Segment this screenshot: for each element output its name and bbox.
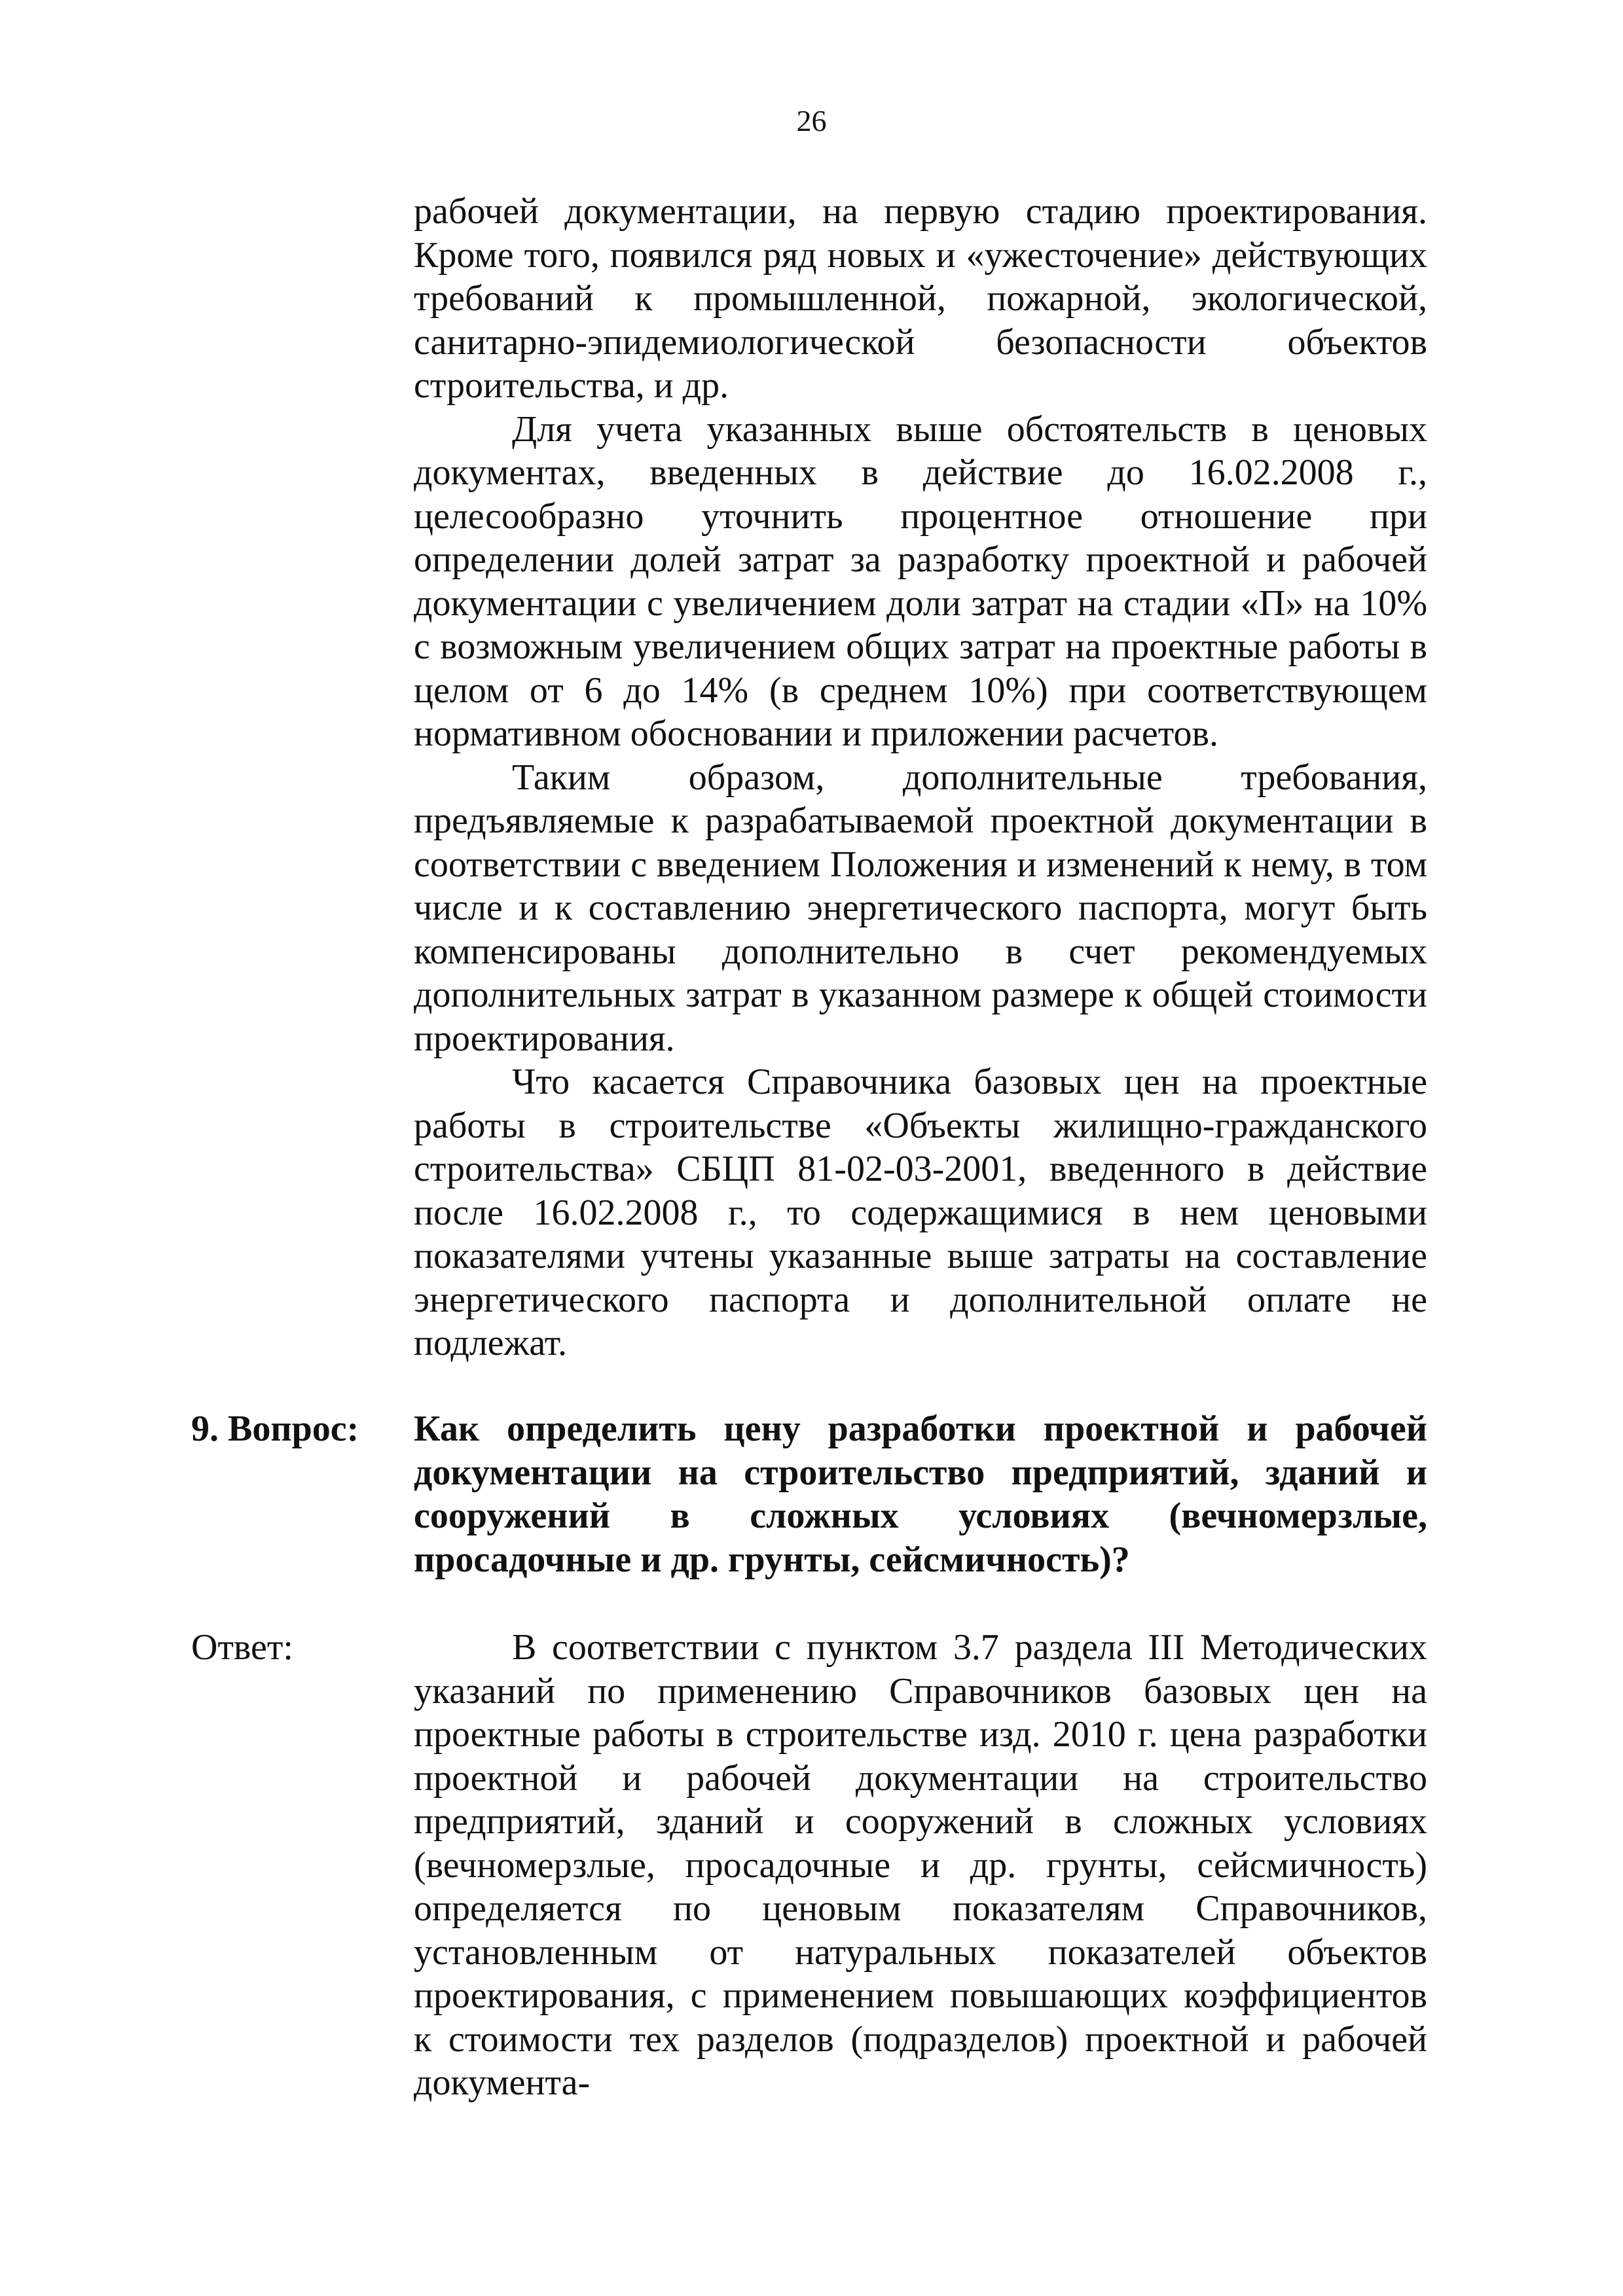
question-label: 9. Вопрос: bbox=[191, 1408, 359, 1449]
paragraph: Для учета указанных выше обстоятельств в ценовых документах, введенных в действие до 16.02.2008 г., целесообразно уточнить процентное отношение при определении долей затрат за разработку проектной и рабочей документации с увеличением доли затрат на стадии «П» на 10% с возможным увеличением общих затрат на проектные работы в целом от 6 до 14% (в среднем 10%) при соответствующем нормативном обосновании и приложении расчетов. bbox=[414, 408, 1427, 754]
answer-text: В соответствии с пунктом 3.7 раздела III Методических указаний по применению Справочников базовых цен на проектные работы в строительстве изд. 2010 г. цена разработки проектной и рабочей документации на строительство предприятий, зданий и сооружений в сложных условиях (вечномерзлые, просадочные и др. грунты, сейсмичность) определяется по ценовым показателям Справочников, установленным от натуральных показателей объектов проектирования, с применением повышающих коэффициентов к стоимости тех разделов (подразделов) проектной и рабочей документа- bbox=[414, 1627, 1427, 2103]
question-text: Как определить цену разработки проектной и рабочей документации на строительство предприятий, зданий и сооружений в сложных условиях (вечномерзлые, просадочные и др. грунты, сейсмичность)? bbox=[414, 1408, 1427, 1580]
paragraph: Таким образом, дополнительные требования, предъявляемые к разрабатываемой проектной документации в соответствии с введением Положения и изменений к нему, в том числе и к составлению энергетического паспорта, могут быть компенсированы дополнительно в счет рекомендуемых дополнительных затрат в указанном размере к общей стоимости проектирования. bbox=[414, 757, 1427, 1059]
answer-label: Ответ: bbox=[191, 1627, 293, 1668]
body-text bbox=[414, 190, 1427, 1365]
paragraph: Что касается Справочника базовых цен на проектные работы в строительстве «Объекты жилищно-гражданского строительства» СБЦП 81-02-03-2001, введенного в действие после 16.02.2008 г., то содержащимися в нем ценовыми показателями учтены указанные выше затраты на составление энергетического паспорта и дополнительной оплате не подлежат. bbox=[414, 1062, 1427, 1363]
paragraph-continued: рабочей документации, на первую стадию проектирования. Кроме того, появился ряд новых и «ужесточение» действующих требований к промышленной, пожарной, экологической, санитарно-эпидемиологической безопасности объектов строительства, и др. bbox=[414, 191, 1427, 406]
page-number: 26 bbox=[796, 104, 827, 137]
